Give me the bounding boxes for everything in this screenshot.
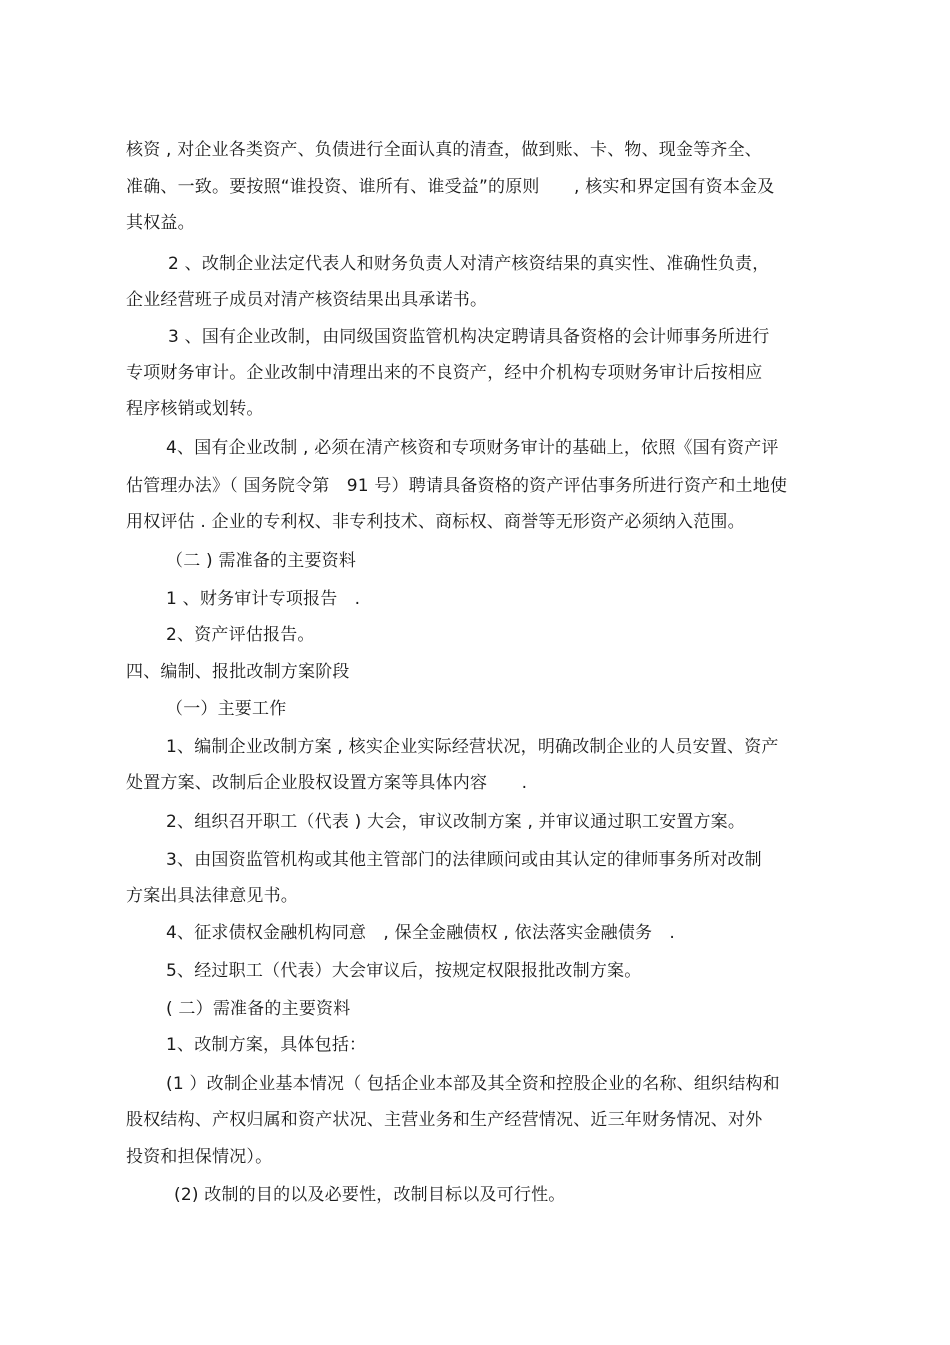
text-line: 其权益。	[126, 213, 195, 233]
text-line: 2 、改制企业法定代表人和财务负责人对清产核资结果的真实性、准确性负责，	[168, 254, 770, 274]
text-line: 估管理办法》（ 国务院令第 91 号）聘请具备资格的资产评估事务所进行资产和土地使	[126, 476, 788, 496]
text-line: 处置方案、改制后企业股权设置方案等具体内容 .	[126, 773, 528, 793]
text-line: 方案出具法律意见书。	[126, 886, 298, 906]
text-line: 准确、一致。要按照“谁投资、谁所有、谁受益”的原则 , 核实和界定国有资本金及	[126, 177, 775, 197]
text-line: 3、由国资监管机构或其他主管部门的法律顾问或由其认定的律师事务所对改制	[166, 850, 762, 870]
text-line: (1 ）改制企业基本情况（ 包括企业本部及其全资和控股企业的名称、组织结构和	[166, 1074, 780, 1094]
text-line: 5、经过职工（代表）大会审议后，按规定权限报批改制方案。	[166, 961, 642, 981]
text-line: 企业经营班子成员对清产核资结果出具承诺书。	[126, 290, 488, 310]
section-heading: 四、编制、报批改制方案阶段	[126, 662, 350, 682]
text-line: 股权结构、产权归属和资产状况、主营业务和生产经营情况、近三年财务情况、对外	[126, 1110, 763, 1130]
text-line: 1、改制方案，具体包括：	[166, 1035, 367, 1055]
text-line: 4、国有企业改制 , 必须在清产核资和专项财务审计的基础上，依照《国有资产评	[166, 438, 779, 458]
text-line: 2、资产评估报告。	[166, 625, 315, 645]
section-heading: （二 ) 需准备的主要资料	[166, 551, 357, 571]
text-line: 1 、财务审计专项报告 .	[166, 589, 361, 609]
section-heading: ( 二）需准备的主要资料	[166, 999, 351, 1019]
text-line: 4、征求债权金融机构同意 , 保全金融债权 , 依法落实金融债务 .	[166, 923, 676, 943]
text-line: 专项财务审计。企业改制中清理出来的不良资产，经中介机构专项财务审计后按相应	[126, 363, 763, 383]
text-line: 2、组织召开职工（代表 ) 大会，审议改制方案 , 并审议通过职工安置方案。	[166, 812, 746, 832]
text-line: 核资 , 对企业各类资产、负债进行全面认真的清查，做到账、卡、物、现金等齐全、	[126, 140, 763, 160]
text-line: 用权评估 . 企业的专利权、非专利技术、商标权、商誉等无形资产必须纳入范围。	[126, 512, 745, 532]
text-line: 投资和担保情况）。	[126, 1147, 273, 1167]
text-line: 程序核销或划转。	[126, 399, 264, 419]
text-line: (2) 改制的目的以及必要性，改制目标以及可行性。	[174, 1185, 566, 1205]
section-heading: （一）主要工作	[166, 699, 287, 719]
text-line: 3 、国有企业改制，由同级国资监管机构决定聘请具备资格的会计师事务所进行	[168, 327, 770, 347]
text-line: 1、编制企业改制方案 , 核实企业实际经营状况，明确改制企业的人员安置、资产	[166, 737, 779, 757]
